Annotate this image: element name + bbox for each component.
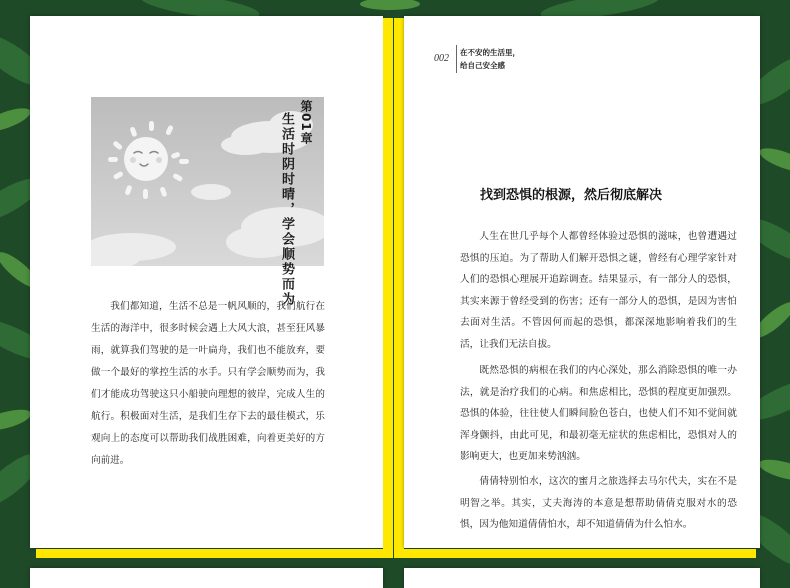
left-page-next-sheet xyxy=(30,568,383,588)
chapter-title: 生活时阴时晴，学会顺势而为 xyxy=(279,112,294,307)
right-page-spine-edge xyxy=(394,18,404,558)
right-page-next-sheet xyxy=(404,568,760,588)
body-paragraph-2: 既然恐惧的病根在我们的内心深处，那么消除恐惧的唯一办法，就是治疗我们的心病。和焦虑相比，恐惧的程度更加强烈。恐惧的体验，往往使人们瞬间脸色苍白，也使人们不知不觉间就浑身颤抖，由此可见，和最初毫无症状的焦虑相比，恐惧对人的影响更大，也更加来势汹汹。 xyxy=(460,365,737,462)
left-page-bottom-edge xyxy=(36,549,393,558)
running-header xyxy=(460,46,520,72)
chapter-number: 第01章 xyxy=(299,100,313,145)
body-paragraph-3: 倩倩特别怕水，这次的蜜月之旅选择去马尔代夫，实在不是明智之举。其实，丈夫海涛的本意是想帮助倩倩克服对水的恐惧，因为他知道倩倩怕水，却不知道倩倩为什么怕水。 xyxy=(460,476,737,530)
chapter-intro-paragraph: 我们都知道，生活不总是一帆风顺的，我们航行在生活的海洋中，很多时候会遇上大风大浪，甚至狂风暴雨，就算我们驾驶的是一叶扁舟，我们也不能放弃，要做一个最好的掌控生活的水手。只有学会顺势而为，我们才能成功驾驶这只小船驶向理想的彼岸，完成人生的航行。积极面对生活，是我们生存下去的最佳模式，乐观向上的态度可以帮助我们战胜困难，向着更美好的方向前进。 xyxy=(91,301,325,466)
running-header-line-2: 给自己安全感 xyxy=(460,61,505,70)
body-paragraph-1: 人生在世几乎每个人都曾经体验过恐惧的滋味，也曾遭遇过恐惧的压迫。为了帮助人们解开恐惧之谜，曾经有心理学家针对人们的恐惧心理展开追踪调查。结果显示，有一部分人的恐惧，其实来源于曾经受到的伤害；还有一部分人的恐惧，是因为害怕去面对生活。不管因何而起的恐惧，都深深地影响着我们的生活，让我们无法自拔。 xyxy=(460,231,737,350)
right-page-bottom-edge xyxy=(394,549,756,558)
running-header-line-1: 在不安的生活里， xyxy=(460,48,520,57)
header-divider xyxy=(456,45,457,73)
left-page-spine-edge xyxy=(383,18,393,558)
page-number: 002 xyxy=(434,53,449,64)
section-title: 找到恐惧的根源，然后彻底解决 xyxy=(480,188,663,203)
